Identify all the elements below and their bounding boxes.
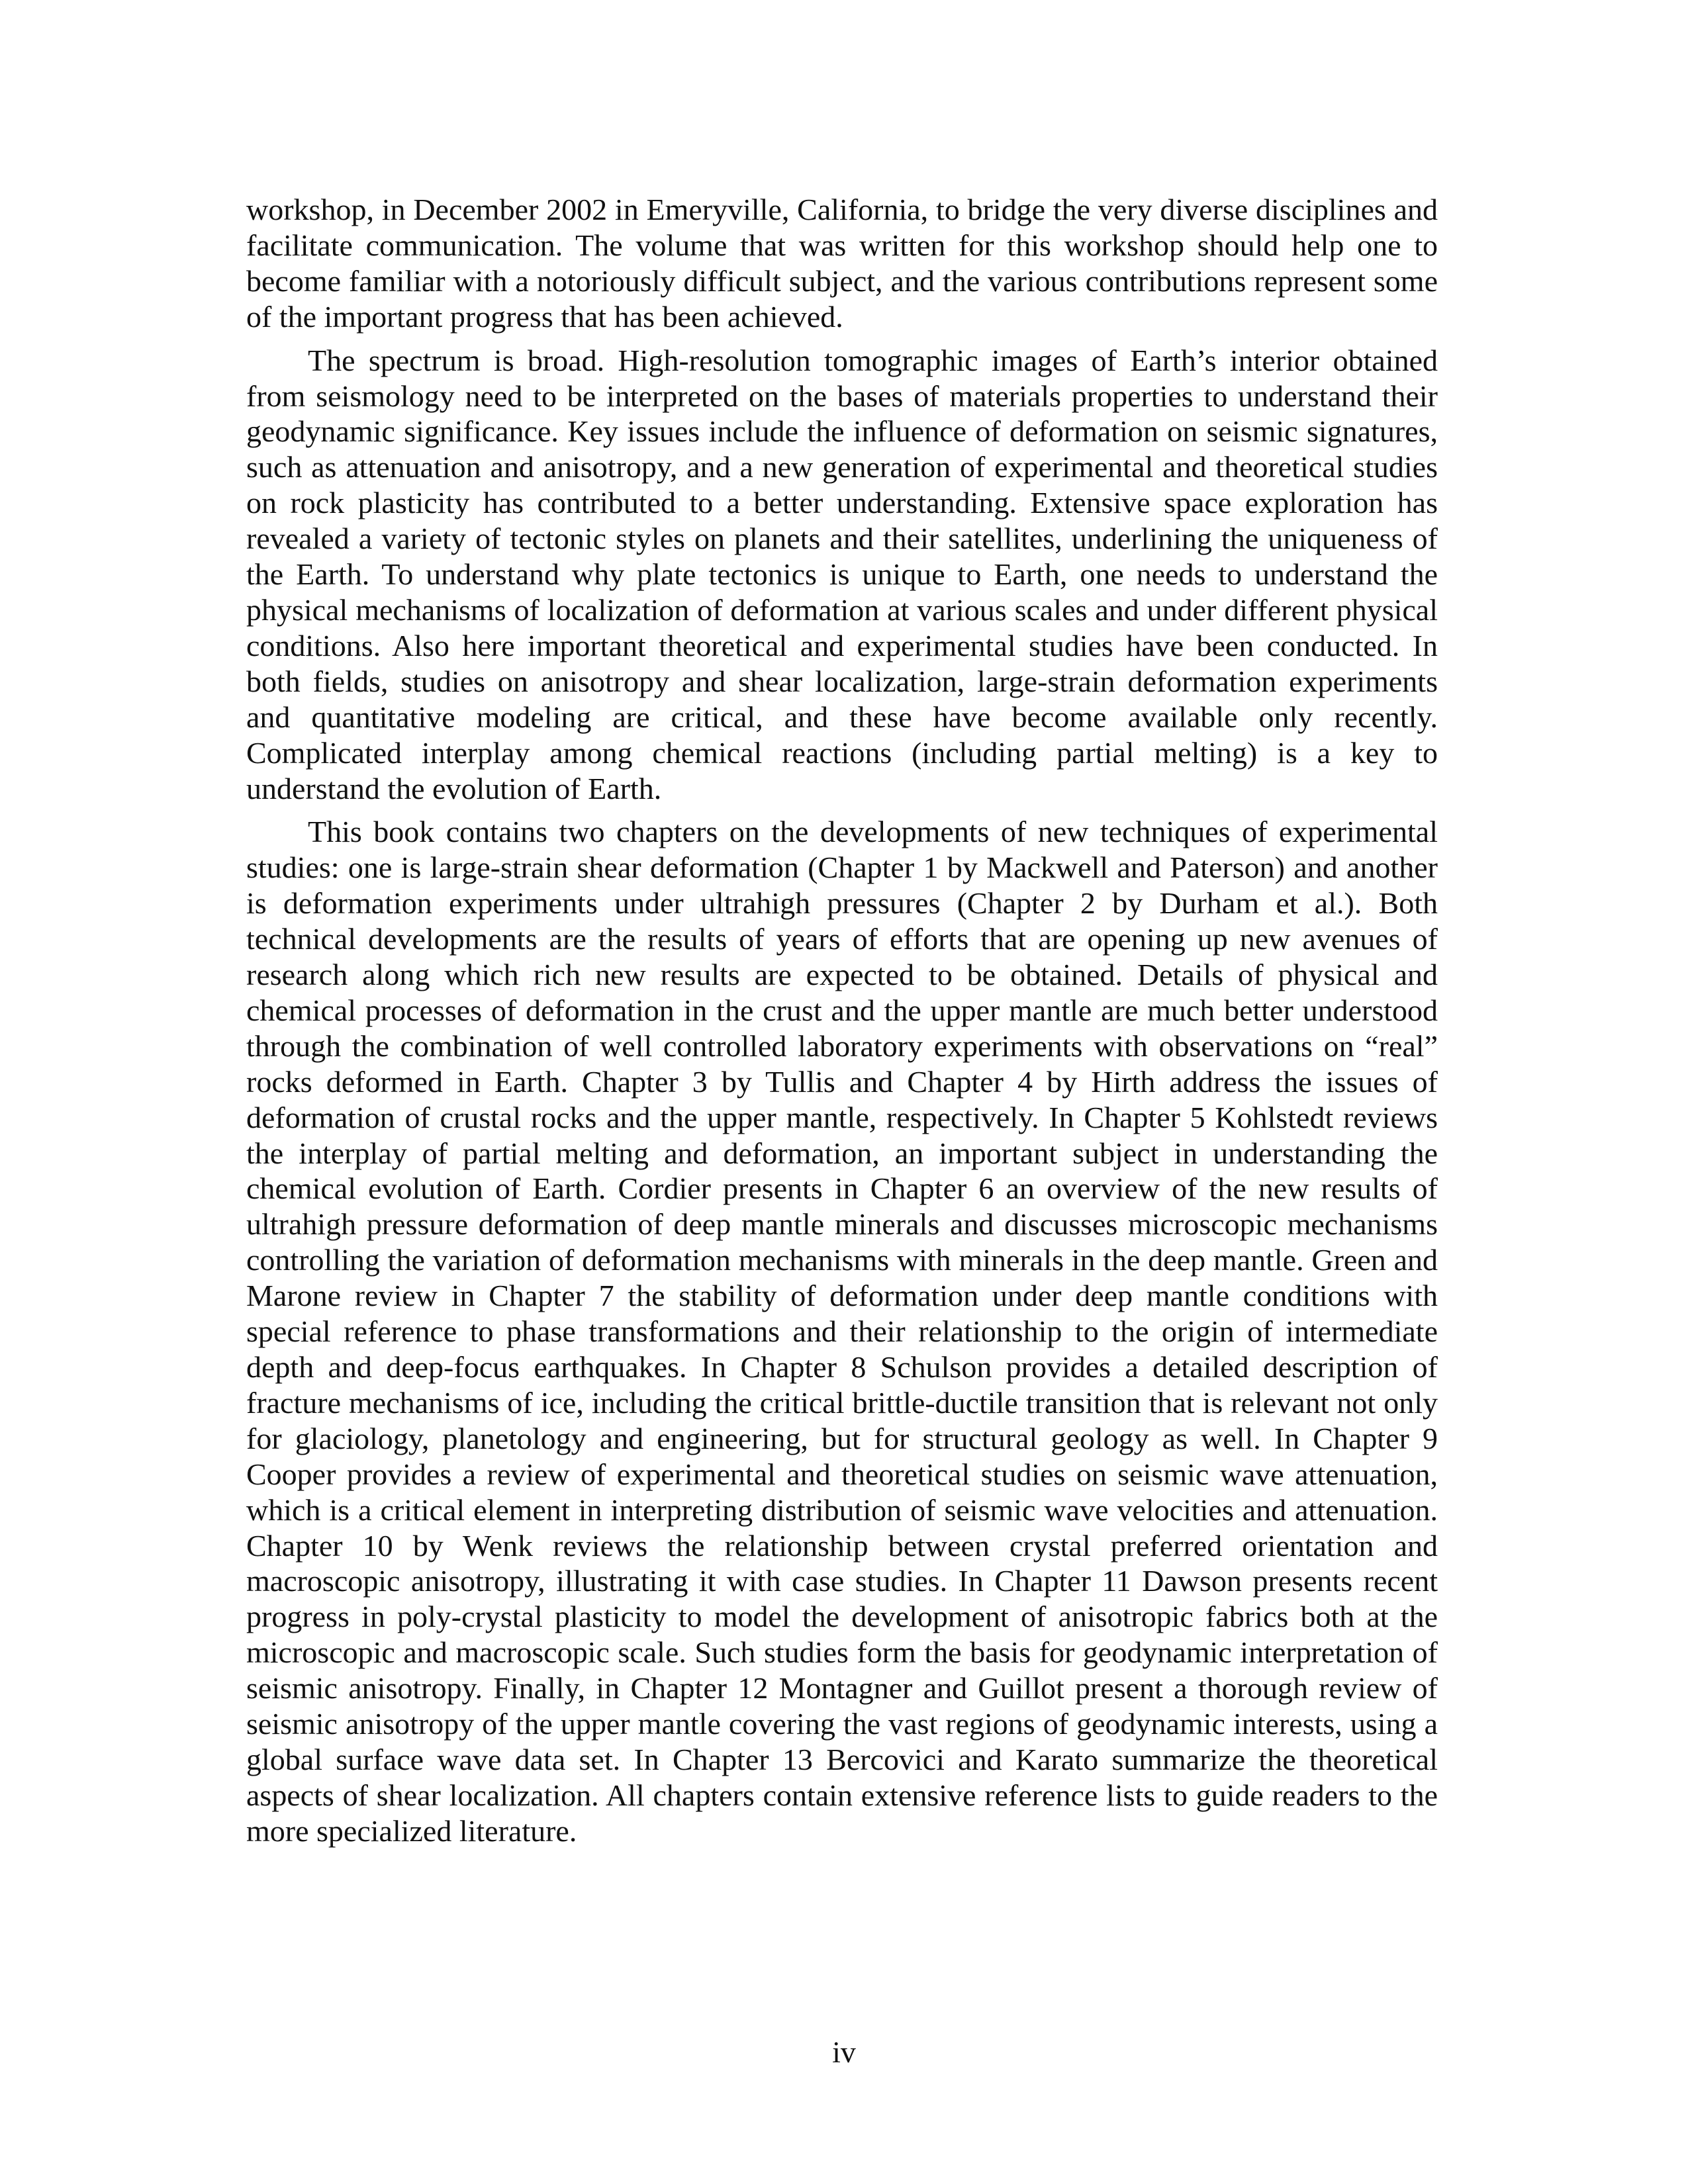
page-number: iv — [832, 2035, 856, 2069]
paragraph-spectrum: The spectrum is broad. High-resolution tomographic images of Earth’s interior obtained from seismology need to be interpreted on the bases of materials properties to understand their geodynamic significance. Key issues include the influence of deformation on seismic signatures, such as attenuation and anisotropy, and a new generation of experimental and theoretical studies on rock plasticity has contributed to a better understanding. Extensive space exploration has revealed a variety of tectonic styles on planets and their satellites, underlining the uniqueness of the Earth. To understand why plate tectonics is unique to Earth, one needs to understand the physical mechanisms of localization of deformation at various scales and under different physical conditions. Also here important theoretical and experimental studies have been conducted. In both fields, studies on anisotropy and shear localization, large-strain deformation experiments and quantitative modeling are critical, and these have become available only recently. Complicated interplay among chemical reactions (including partial melting) is a key to understand the evolution of Earth. — [246, 343, 1438, 805]
paragraph-book-contents: This book contains two chapters on the developments of new techniques of experimental studies: one is large-strain shear deformation (Chapter 1 by Mackwell and Paterson) and another is deformation experiments under ultrahigh pressures (Chapter 2 by Durham et al.). Both technical developments are the results of years of efforts that are opening up new avenues of research along which rich new results are expected to be obtained. Details of physical and chemical processes of deformation in the crust and the upper mantle are much better understood through the combination of well controlled laboratory experiments with observations on “real” rocks deformed in Earth. Chapter 3 by Tullis and Chapter 4 by Hirth address the issues of deformation of crustal rocks and the upper mantle, respectively. In Chapter 5 Kohlstedt reviews the interplay of partial melting and deformation, an important subject in understanding the chemical evolution of Earth. Cordier presents in Chapter 6 an overview of the new results of ultrahigh pressure deformation of deep mantle minerals and discusses microscopic mechanisms controlling the variation of deformation mechanisms with minerals in the deep mantle. Green and Marone review in Chapter 7 the stability of deformation under deep mantle conditions with special reference to phase transformations and their relationship to the origin of intermediate depth and deep-focus earthquakes. In Chapter 8 Schulson provides a detailed description of fracture mechanisms of ice, including the critical brittle-ductile transition that is relevant not only for glaciology, planetology and engineering, but for structural geology as well. In Chapter 9 Cooper provides a review of experimental and theoretical studies on seismic wave attenuation, which is a critical element in interpreting distribution of seismic wave velocities and attenuation. Chapter 10 by Wenk reviews the relationship between crystal preferred orientation and macroscopic anisotropy, illustrating it with case studies. In Chapter 11 Dawson presents recent progress in poly-crystal plasticity to model the development of anisotropic fabrics both at the microscopic and macroscopic scale. Such studies form the basis for geodynamic interpretation of seismic anisotropy. Finally, in Chapter 12 Montagner and Guillot present a thorough review of seismic anisotropy of the upper mantle covering the vast regions of geodynamic interests, using a global surface wave data set. In Chapter 13 Bercovici and Karato summarize the theoretical aspects of shear localization. All chapters contain extensive reference lists to guide readers to the more specialized literature. — [246, 815, 1438, 1848]
body-text — [246, 192, 1438, 1849]
paragraph-workshop: workshop, in December 2002 in Emeryville, California, to bridge the very diverse disciplines and facilitate communication. The volume that was written for this workshop should help one to become familiar with a notoriously difficult subject, and the various contributions represent some of the important progress that has been achieved. — [246, 193, 1438, 334]
